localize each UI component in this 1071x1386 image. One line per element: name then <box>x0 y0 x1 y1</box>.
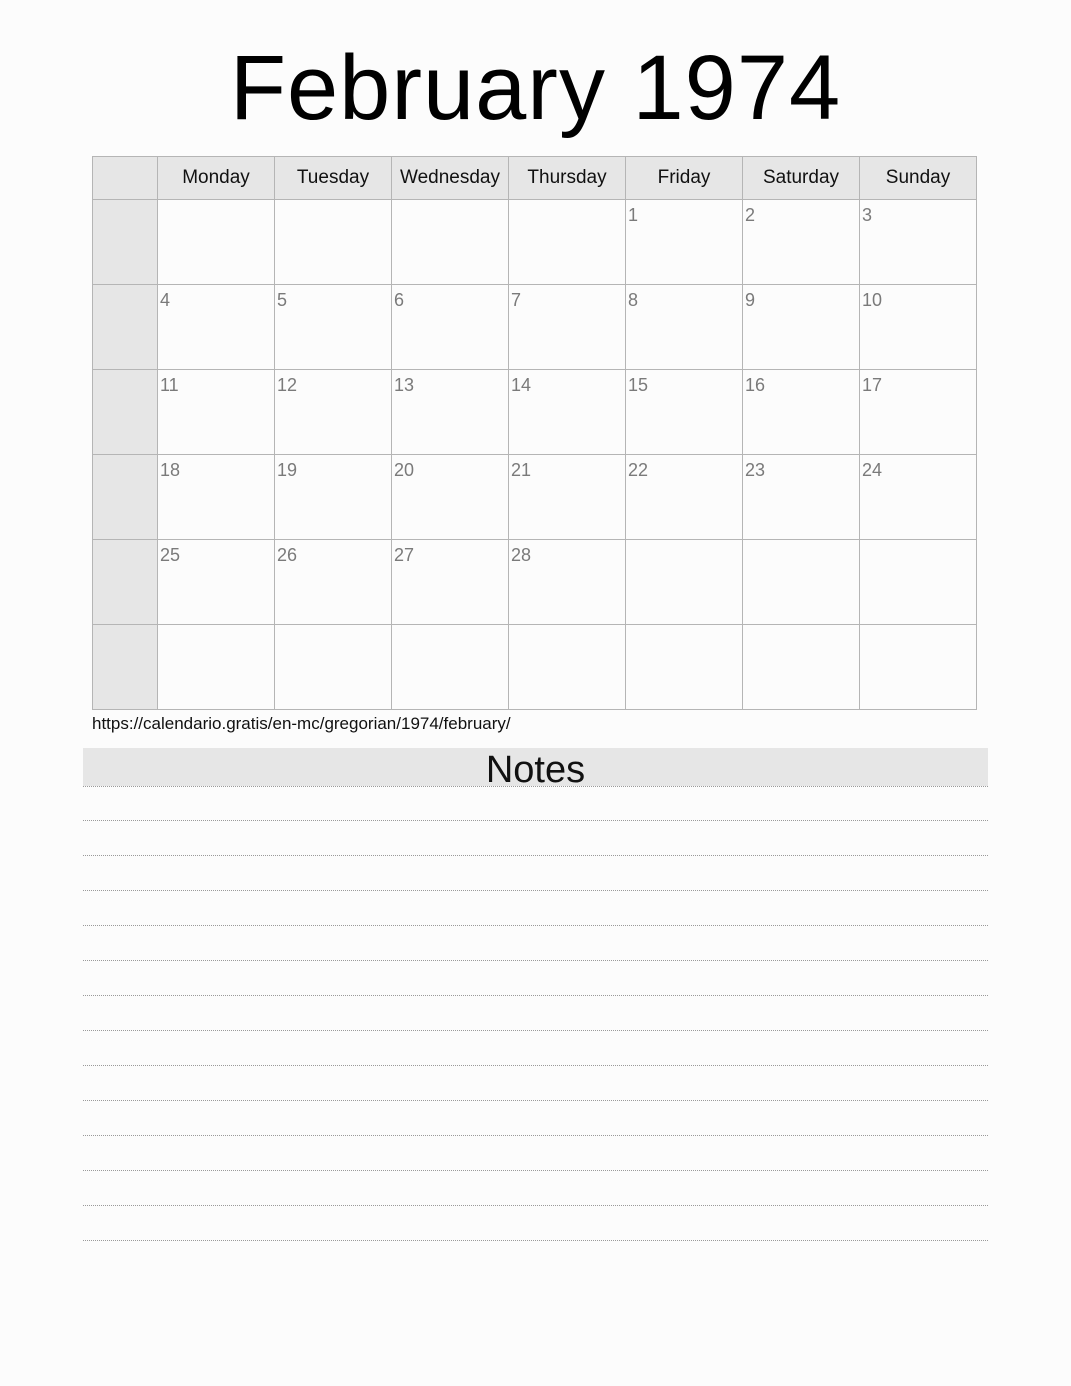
day-number: 4 <box>160 290 171 310</box>
day-cell <box>860 455 977 540</box>
week-side-cell <box>93 455 158 540</box>
day-number: 28 <box>511 545 532 565</box>
day-cell <box>860 370 977 455</box>
day-cell <box>509 200 626 285</box>
week-side-cell <box>93 285 158 370</box>
day-number <box>743 540 859 544</box>
day-number <box>275 200 391 204</box>
day-cell <box>392 625 509 710</box>
note-line[interactable] <box>83 1171 988 1206</box>
day-cell <box>743 625 860 710</box>
day-number <box>392 625 508 629</box>
day-cell <box>275 200 392 285</box>
day-number <box>275 625 391 629</box>
day-cell <box>158 200 275 285</box>
day-number <box>392 200 508 204</box>
week-row <box>93 200 977 285</box>
day-cell <box>509 370 626 455</box>
week-side-cell <box>93 625 158 710</box>
week-side-cell <box>93 540 158 625</box>
day-number <box>860 625 976 629</box>
notes-lines <box>83 786 988 1241</box>
weekday-header: Saturday <box>743 157 860 200</box>
day-cell <box>392 370 509 455</box>
day-cell <box>392 455 509 540</box>
day-cell <box>626 540 743 625</box>
day-cell <box>860 625 977 710</box>
week-side-cell <box>93 370 158 455</box>
day-number: 8 <box>628 290 639 310</box>
day-number <box>743 625 859 629</box>
day-cell <box>626 455 743 540</box>
week-row <box>93 455 977 540</box>
note-line[interactable] <box>83 1066 988 1101</box>
note-line[interactable] <box>83 1031 988 1066</box>
day-number <box>509 200 625 204</box>
weekday-header: Friday <box>626 157 743 200</box>
day-number: 11 <box>160 375 179 395</box>
day-cell <box>275 370 392 455</box>
week-column-header <box>93 157 158 200</box>
notes-title: Notes <box>83 748 988 786</box>
day-cell <box>275 625 392 710</box>
day-number: 23 <box>745 460 766 480</box>
day-cell <box>626 285 743 370</box>
day-cell <box>626 200 743 285</box>
day-number: 14 <box>511 375 532 395</box>
day-number: 21 <box>511 460 532 480</box>
day-cell <box>626 370 743 455</box>
day-cell <box>509 285 626 370</box>
day-number: 24 <box>862 460 883 480</box>
day-cell <box>275 455 392 540</box>
note-line[interactable] <box>83 786 988 821</box>
day-number: 10 <box>862 290 883 310</box>
day-cell <box>158 455 275 540</box>
day-cell <box>860 200 977 285</box>
day-number: 12 <box>277 375 298 395</box>
day-cell <box>509 455 626 540</box>
day-cell <box>743 455 860 540</box>
day-number <box>158 625 274 629</box>
day-number: 26 <box>277 545 298 565</box>
day-cell <box>509 540 626 625</box>
weekday-header: Thursday <box>509 157 626 200</box>
day-number: 18 <box>160 460 181 480</box>
source-url[interactable]: https://calendario.gratis/en-mc/gregorian/1974/february/ <box>92 714 511 733</box>
note-line[interactable] <box>83 821 988 856</box>
weekday-header-row <box>93 157 977 200</box>
day-cell <box>392 200 509 285</box>
day-number: 22 <box>628 460 649 480</box>
day-number: 13 <box>394 375 415 395</box>
week-row <box>93 540 977 625</box>
day-number <box>509 625 625 629</box>
day-number: 6 <box>394 290 405 310</box>
day-number: 1 <box>628 205 639 225</box>
week-row <box>93 625 977 710</box>
day-cell <box>860 285 977 370</box>
day-cell <box>392 540 509 625</box>
day-cell <box>743 285 860 370</box>
day-cell <box>392 285 509 370</box>
note-line[interactable] <box>83 1101 988 1136</box>
day-number: 20 <box>394 460 415 480</box>
note-line[interactable] <box>83 926 988 961</box>
day-number: 25 <box>160 545 181 565</box>
day-number: 2 <box>745 205 756 225</box>
day-cell <box>743 370 860 455</box>
day-cell <box>860 540 977 625</box>
day-number: 7 <box>511 290 522 310</box>
day-number <box>860 540 976 544</box>
weekday-header: Monday <box>158 157 275 200</box>
note-line[interactable] <box>83 891 988 926</box>
day-number <box>626 625 742 629</box>
week-row <box>93 370 977 455</box>
weekday-header: Tuesday <box>275 157 392 200</box>
day-number <box>158 200 274 204</box>
weekday-header: Sunday <box>860 157 977 200</box>
day-cell <box>509 625 626 710</box>
day-number: 17 <box>862 375 883 395</box>
note-line[interactable] <box>83 961 988 996</box>
note-line[interactable] <box>83 1136 988 1171</box>
day-number: 16 <box>745 375 766 395</box>
calendar-title: February 1974 <box>229 37 842 139</box>
day-cell <box>158 625 275 710</box>
day-cell <box>626 625 743 710</box>
day-cell <box>158 370 275 455</box>
note-line[interactable] <box>83 1206 988 1241</box>
day-number: 3 <box>862 205 873 225</box>
day-cell <box>743 540 860 625</box>
day-cell <box>743 200 860 285</box>
day-cell <box>158 285 275 370</box>
week-side-cell <box>93 200 158 285</box>
day-cell <box>275 285 392 370</box>
day-number: 27 <box>394 545 415 565</box>
day-cell <box>158 540 275 625</box>
day-number <box>626 540 742 544</box>
weekday-header: Wednesday <box>392 157 509 200</box>
note-line[interactable] <box>83 996 988 1031</box>
day-number: 15 <box>628 375 649 395</box>
calendar-body <box>93 200 977 710</box>
calendar-grid <box>92 156 977 710</box>
day-cell <box>275 540 392 625</box>
day-number: 19 <box>277 460 298 480</box>
day-number: 9 <box>745 290 756 310</box>
note-line[interactable] <box>83 856 988 891</box>
week-row <box>93 285 977 370</box>
day-number: 5 <box>277 290 288 310</box>
